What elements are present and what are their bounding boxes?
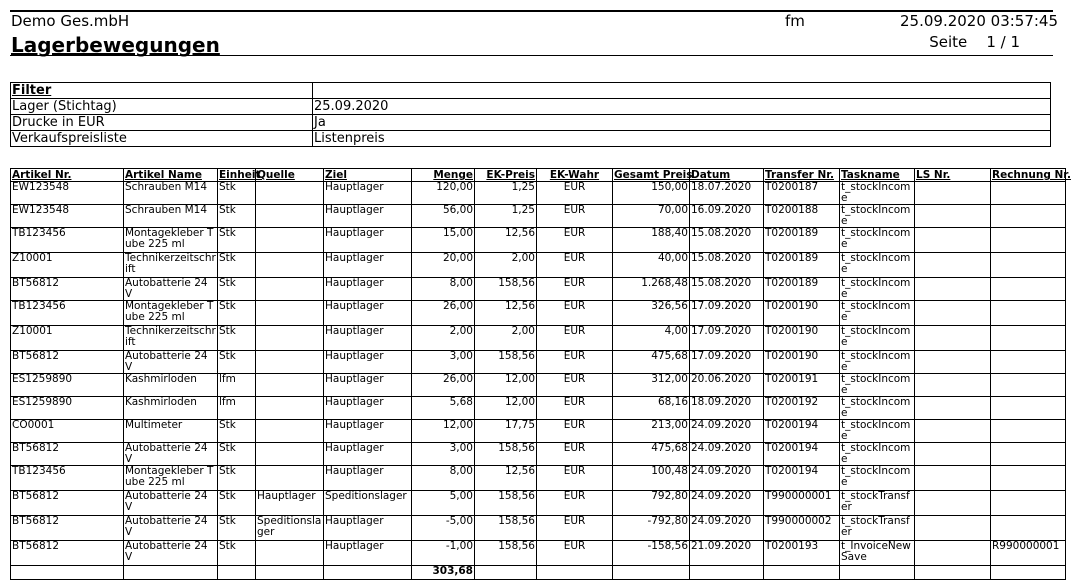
table-row xyxy=(11,420,1066,443)
col-ek-preis-header: EK-Preis xyxy=(475,169,537,182)
filter-heading-empty xyxy=(313,83,1051,99)
col-menge-cell: -1,00 xyxy=(412,541,475,566)
col-quelle-cell xyxy=(256,397,324,420)
page-indicator xyxy=(900,33,1020,51)
col-ek-preis-cell: 158,56 xyxy=(475,491,537,516)
total-empty-cell xyxy=(915,566,991,580)
col-einheit-cell: lfm xyxy=(218,397,256,420)
col-rechnung-nr-cell xyxy=(991,443,1066,466)
col-ls-nr-cell xyxy=(915,420,991,443)
col-gesamt-preis-cell: 68,16 xyxy=(613,397,690,420)
col-ek-waehr-cell: EUR xyxy=(537,301,613,326)
col-artikel-nr-cell: ES1259890 xyxy=(11,374,124,397)
col-ek-waehr-cell: EUR xyxy=(537,351,613,374)
filter-heading: Filter xyxy=(11,83,313,99)
col-taskname-cell: t_stockTransfer xyxy=(840,491,915,516)
col-gesamt-preis-cell: 475,68 xyxy=(613,351,690,374)
col-menge-cell: 3,00 xyxy=(412,351,475,374)
col-einheit-cell: Stk xyxy=(218,326,256,351)
col-artikel-name-cell: Schrauben M14 xyxy=(124,182,218,205)
col-ziel-cell: Hauptlager xyxy=(324,443,412,466)
col-ls-nr-cell xyxy=(915,351,991,374)
col-menge-cell: 26,00 xyxy=(412,374,475,397)
col-menge-cell: 120,00 xyxy=(412,182,475,205)
col-artikel-name-cell: Autobatterie 24 V xyxy=(124,278,218,301)
col-artikel-nr-cell: BT56812 xyxy=(11,351,124,374)
col-einheit-cell: Stk xyxy=(218,253,256,278)
col-artikel-name-cell: Schrauben M14 xyxy=(124,205,218,228)
col-ek-preis-cell: 158,56 xyxy=(475,516,537,541)
col-ls-nr-cell xyxy=(915,278,991,301)
col-ls-nr-cell xyxy=(915,466,991,491)
col-artikel-name-cell: Autobatterie 24 V xyxy=(124,443,218,466)
filter-label: Lager (Stichtag) xyxy=(11,99,313,115)
col-taskname-cell: t_stockIncome xyxy=(840,278,915,301)
total-empty-cell xyxy=(11,566,124,580)
col-transfer-nr-cell: T0200194 xyxy=(764,466,840,491)
filter-value: Ja xyxy=(313,115,1051,131)
col-menge-header: Menge xyxy=(412,169,475,182)
filter-value: Listenpreis xyxy=(313,131,1051,147)
col-quelle-cell xyxy=(256,541,324,566)
col-einheit-header: Einheit xyxy=(219,169,261,181)
col-ziel-cell: Hauptlager xyxy=(324,228,412,253)
col-quelle-cell xyxy=(256,374,324,397)
col-quelle-cell: Hauptlager xyxy=(256,491,324,516)
col-artikel-nr-cell: ES1259890 xyxy=(11,397,124,420)
col-artikel-name-cell: Kashmirloden xyxy=(124,397,218,420)
col-datum-cell: 21.09.2020 xyxy=(690,541,764,566)
report-title: Lagerbewegungen xyxy=(11,33,220,57)
col-gesamt-preis-cell: 475,68 xyxy=(613,443,690,466)
col-ek-waehr-cell: EUR xyxy=(537,374,613,397)
col-datum-cell: 17.09.2020 xyxy=(690,326,764,351)
col-rechnung-nr-cell xyxy=(991,205,1066,228)
col-ziel-cell: Hauptlager xyxy=(324,351,412,374)
page-value: 1 / 1 xyxy=(986,33,1020,51)
col-taskname-cell: t_stockIncome xyxy=(840,205,915,228)
col-rechnung-nr-cell xyxy=(991,228,1066,253)
col-ek-preis-cell: 12,56 xyxy=(475,301,537,326)
col-ek-preis-cell: 158,56 xyxy=(475,541,537,566)
total-empty-cell xyxy=(124,566,218,580)
col-taskname-cell: t_stockIncome xyxy=(840,301,915,326)
col-rechnung-nr-cell: R990000001 xyxy=(991,541,1066,566)
col-rechnung-nr-cell xyxy=(991,301,1066,326)
col-quelle-cell xyxy=(256,278,324,301)
table-row xyxy=(11,182,1066,205)
col-ek-preis-cell: 2,00 xyxy=(475,253,537,278)
col-rechnung-nr-cell xyxy=(991,182,1066,205)
col-taskname-cell: t_stockIncome xyxy=(840,374,915,397)
table-row xyxy=(11,205,1066,228)
col-ek-preis-cell: 1,25 xyxy=(475,182,537,205)
col-ek-waehr-cell: EUR xyxy=(537,420,613,443)
filter-heading-row xyxy=(11,83,1051,99)
col-gesamt-preis-cell: 40,00 xyxy=(613,253,690,278)
col-artikel-nr-cell: BT56812 xyxy=(11,491,124,516)
col-artikel-nr-header: Artikel Nr. xyxy=(11,169,124,182)
filter-row xyxy=(11,115,1051,131)
col-artikel-name-cell: Autobatterie 24 V xyxy=(124,351,218,374)
col-ek-waehr-cell: EUR xyxy=(537,541,613,566)
col-ek-preis-cell: 12,56 xyxy=(475,228,537,253)
col-einheit-cell: Stk xyxy=(218,301,256,326)
col-einheit-cell: Stk xyxy=(218,205,256,228)
col-einheit-cell: Stk xyxy=(218,420,256,443)
col-gesamt-preis-cell: 100,48 xyxy=(613,466,690,491)
col-einheit-cell: Stk xyxy=(218,351,256,374)
col-transfer-nr-cell: T0200190 xyxy=(764,326,840,351)
col-quelle-cell xyxy=(256,182,324,205)
table-row xyxy=(11,443,1066,466)
col-gesamt-preis-header: Gesamt Preis xyxy=(614,169,693,181)
total-empty-cell xyxy=(613,566,690,580)
col-artikel-name-cell: Autobatterie 24 V xyxy=(124,541,218,566)
col-ls-nr-cell xyxy=(915,541,991,566)
total-empty-cell xyxy=(764,566,840,580)
col-artikel-nr-cell: EW123548 xyxy=(11,182,124,205)
table-row xyxy=(11,541,1066,566)
col-gesamt-preis-cell: -158,56 xyxy=(613,541,690,566)
col-taskname-cell: t_stockTransfer xyxy=(840,516,915,541)
col-taskname-header: Taskname xyxy=(840,169,915,182)
col-datum-cell: 17.09.2020 xyxy=(690,351,764,374)
col-ls-nr-cell xyxy=(915,205,991,228)
col-transfer-nr-cell: T990000001 xyxy=(764,491,840,516)
col-menge-cell: 2,00 xyxy=(412,326,475,351)
col-artikel-nr-cell: EW123548 xyxy=(11,205,124,228)
col-menge-cell: 5,00 xyxy=(412,491,475,516)
col-ls-nr-cell xyxy=(915,374,991,397)
col-taskname-cell: t_InvoiceNewSave xyxy=(840,541,915,566)
col-menge-cell: 26,00 xyxy=(412,301,475,326)
col-ziel-cell: Hauptlager xyxy=(324,516,412,541)
col-ek-waehr-cell: EUR xyxy=(537,466,613,491)
col-gesamt-preis-cell: 4,00 xyxy=(613,326,690,351)
col-datum-cell: 18.07.2020 xyxy=(690,182,764,205)
col-quelle-cell xyxy=(256,253,324,278)
col-quelle-cell xyxy=(256,326,324,351)
col-gesamt-preis-cell: 326,56 xyxy=(613,301,690,326)
col-menge-cell: 5,68 xyxy=(412,397,475,420)
col-rechnung-nr-cell xyxy=(991,278,1066,301)
col-artikel-nr-cell: BT56812 xyxy=(11,541,124,566)
col-transfer-nr-cell: T0200187 xyxy=(764,182,840,205)
table-row xyxy=(11,278,1066,301)
col-ls-nr-cell xyxy=(915,228,991,253)
col-quelle-cell xyxy=(256,420,324,443)
filter-label: Verkaufspreisliste xyxy=(11,131,313,147)
col-menge-cell: 8,00 xyxy=(412,466,475,491)
col-ek-preis-cell: 12,00 xyxy=(475,397,537,420)
col-einheit-cell: Stk xyxy=(218,443,256,466)
col-quelle-cell xyxy=(256,443,324,466)
col-artikel-nr-cell: Z10001 xyxy=(11,326,124,351)
col-ls-nr-cell xyxy=(915,443,991,466)
table-row xyxy=(11,491,1066,516)
col-ek-preis-cell: 12,00 xyxy=(475,374,537,397)
col-menge-cell: 8,00 xyxy=(412,278,475,301)
col-artikel-name-cell: Montagekleber Tube 225 ml xyxy=(124,301,218,326)
page-label: Seite xyxy=(929,33,968,51)
col-datum-cell: 15.08.2020 xyxy=(690,253,764,278)
col-rechnung-nr-cell xyxy=(991,351,1066,374)
total-empty-cell xyxy=(991,566,1066,580)
table-row xyxy=(11,326,1066,351)
col-ziel-cell: Speditionslager xyxy=(324,491,412,516)
col-rechnung-nr-cell xyxy=(991,374,1066,397)
col-transfer-nr-cell: T0200189 xyxy=(764,278,840,301)
header-bottom-rule xyxy=(10,55,1053,56)
total-menge: 303,68 xyxy=(412,566,475,580)
total-empty-cell xyxy=(256,566,324,580)
col-ls-nr-header: LS Nr. xyxy=(915,169,991,182)
col-ek-preis-cell: 17,75 xyxy=(475,420,537,443)
total-empty-cell xyxy=(840,566,915,580)
col-artikel-name-cell: Montagekleber Tube 225 ml xyxy=(124,228,218,253)
col-datum-cell: 16.09.2020 xyxy=(690,205,764,228)
col-quelle-cell xyxy=(256,228,324,253)
col-ek-preis-cell: 2,00 xyxy=(475,326,537,351)
col-datum-cell: 24.09.2020 xyxy=(690,491,764,516)
col-rechnung-nr-cell xyxy=(991,253,1066,278)
col-taskname-cell: t_stockIncome xyxy=(840,326,915,351)
col-ls-nr-cell xyxy=(915,182,991,205)
table-row xyxy=(11,351,1066,374)
col-menge-cell: 3,00 xyxy=(412,443,475,466)
col-datum-cell: 24.09.2020 xyxy=(690,420,764,443)
col-ek-waehr-cell: EUR xyxy=(537,491,613,516)
col-artikel-nr-cell: BT56812 xyxy=(11,278,124,301)
col-ek-preis-cell: 12,56 xyxy=(475,466,537,491)
total-empty-cell xyxy=(537,566,613,580)
col-ziel-cell: Hauptlager xyxy=(324,205,412,228)
filter-row xyxy=(11,131,1051,147)
col-ek-waehr-cell: EUR xyxy=(537,228,613,253)
col-transfer-nr-cell: T0200189 xyxy=(764,228,840,253)
col-ek-waehr-cell: EUR xyxy=(537,253,613,278)
col-einheit-cell: Stk xyxy=(218,491,256,516)
col-ziel-header: Ziel xyxy=(324,169,412,182)
col-ek-waehr-cell: EUR xyxy=(537,205,613,228)
col-rechnung-nr-cell xyxy=(991,466,1066,491)
col-transfer-nr-cell: T0200193 xyxy=(764,541,840,566)
col-ek-preis-cell: 158,56 xyxy=(475,443,537,466)
col-ek-waehr-cell: EUR xyxy=(537,397,613,420)
col-artikel-name-cell: Multimeter xyxy=(124,420,218,443)
col-transfer-nr-cell: T0200194 xyxy=(764,443,840,466)
col-ziel-cell: Hauptlager xyxy=(324,541,412,566)
col-gesamt-preis-cell: -792,80 xyxy=(613,516,690,541)
col-artikel-nr-cell: BT56812 xyxy=(11,516,124,541)
col-einheit-cell: Stk xyxy=(218,228,256,253)
col-einheit-cell: Stk xyxy=(218,466,256,491)
table-header-row xyxy=(11,169,1066,182)
col-transfer-nr-cell: T0200194 xyxy=(764,420,840,443)
col-ziel-cell: Hauptlager xyxy=(324,397,412,420)
header-top-rule xyxy=(10,10,1053,12)
col-artikel-name-cell: Technikerzeitschrift xyxy=(124,253,218,278)
total-empty-cell xyxy=(218,566,256,580)
col-datum-cell: 17.09.2020 xyxy=(690,301,764,326)
col-transfer-nr-header: Transfer Nr. xyxy=(764,169,840,182)
col-artikel-name-cell: Montagekleber Tube 225 ml xyxy=(124,466,218,491)
col-ziel-cell: Hauptlager xyxy=(324,466,412,491)
col-einheit-cell: Stk xyxy=(218,278,256,301)
col-rechnung-nr-cell xyxy=(991,326,1066,351)
col-taskname-cell: t_stockIncome xyxy=(840,228,915,253)
col-menge-cell: 12,00 xyxy=(412,420,475,443)
col-quelle-cell xyxy=(256,205,324,228)
col-menge-cell: 15,00 xyxy=(412,228,475,253)
col-datum-cell: 15.08.2020 xyxy=(690,228,764,253)
col-datum-cell: 24.09.2020 xyxy=(690,516,764,541)
col-datum-cell: 18.09.2020 xyxy=(690,397,764,420)
col-taskname-cell: t_stockIncome xyxy=(840,420,915,443)
table-row xyxy=(11,374,1066,397)
company-name: Demo Ges.mbH xyxy=(11,12,130,30)
col-gesamt-preis-cell: 213,00 xyxy=(613,420,690,443)
col-ziel-cell: Hauptlager xyxy=(324,420,412,443)
col-ek-waehr-cell: EUR xyxy=(537,443,613,466)
col-ek-preis-cell: 1,25 xyxy=(475,205,537,228)
col-ek-waehr-cell: EUR xyxy=(537,278,613,301)
col-menge-cell: 20,00 xyxy=(412,253,475,278)
col-einheit-cell: Stk xyxy=(218,182,256,205)
movements-table xyxy=(10,168,1071,580)
col-rechnung-nr-cell xyxy=(991,397,1066,420)
col-transfer-nr-cell: T0200189 xyxy=(764,253,840,278)
col-ls-nr-cell xyxy=(915,397,991,420)
col-einheit-cell: Stk xyxy=(218,516,256,541)
col-ziel-cell: Hauptlager xyxy=(324,374,412,397)
col-datum-cell: 24.09.2020 xyxy=(690,466,764,491)
total-row xyxy=(11,566,1066,580)
col-ziel-cell: Hauptlager xyxy=(324,182,412,205)
col-ek-waehr-cell: EUR xyxy=(537,516,613,541)
col-rechnung-nr-cell xyxy=(991,420,1066,443)
col-artikel-name-cell: Technikerzeitschrift xyxy=(124,326,218,351)
col-ziel-cell: Hauptlager xyxy=(324,278,412,301)
col-gesamt-preis-cell: 1.268,48 xyxy=(613,278,690,301)
col-artikel-nr-cell: CO0001 xyxy=(11,420,124,443)
total-empty-cell xyxy=(690,566,764,580)
col-gesamt-preis-cell: 792,80 xyxy=(613,491,690,516)
col-ek-waehr-header: EK-Wahr xyxy=(537,169,613,182)
table-row xyxy=(11,228,1066,253)
col-einheit-cell: Stk xyxy=(218,541,256,566)
col-ek-waehr-cell: EUR xyxy=(537,326,613,351)
col-einheit-cell: lfm xyxy=(218,374,256,397)
total-empty-cell xyxy=(475,566,537,580)
col-rechnung-nr-cell xyxy=(991,491,1066,516)
table-row xyxy=(11,253,1066,278)
col-rechnung-nr-cell xyxy=(991,516,1066,541)
col-gesamt-preis-cell: 150,00 xyxy=(613,182,690,205)
filter-row xyxy=(11,99,1051,115)
col-ziel-cell: Hauptlager xyxy=(324,301,412,326)
col-gesamt-preis-cell: 188,40 xyxy=(613,228,690,253)
col-datum-cell: 15.08.2020 xyxy=(690,278,764,301)
filter-table xyxy=(10,82,1051,147)
col-quelle-cell xyxy=(256,466,324,491)
col-taskname-cell: t_stockIncome xyxy=(840,443,915,466)
col-artikel-name-cell: Kashmirloden xyxy=(124,374,218,397)
col-menge-cell: -5,00 xyxy=(412,516,475,541)
col-rechnung-nr-header: Rechnung Nr. xyxy=(992,169,1071,181)
col-taskname-cell: t_stockIncome xyxy=(840,253,915,278)
table-row xyxy=(11,466,1066,491)
col-datum-cell: 20.06.2020 xyxy=(690,374,764,397)
col-quelle-header: Quelle xyxy=(256,169,324,182)
col-ek-preis-cell: 158,56 xyxy=(475,278,537,301)
col-menge-cell: 56,00 xyxy=(412,205,475,228)
col-gesamt-preis-cell: 312,00 xyxy=(613,374,690,397)
col-artikel-name-header: Artikel Name xyxy=(124,169,218,182)
col-transfer-nr-cell: T0200190 xyxy=(764,301,840,326)
col-quelle-cell xyxy=(256,351,324,374)
col-artikel-name-cell: Autobatterie 24 V xyxy=(124,516,218,541)
col-ek-preis-cell: 158,56 xyxy=(475,351,537,374)
col-ziel-cell: Hauptlager xyxy=(324,253,412,278)
col-ziel-cell: Hauptlager xyxy=(324,326,412,351)
col-artikel-name-cell: Autobatterie 24 V xyxy=(124,491,218,516)
col-artikel-nr-cell: Z10001 xyxy=(11,253,124,278)
col-artikel-nr-cell: TB123456 xyxy=(11,301,124,326)
col-taskname-cell: t_stockIncome xyxy=(840,351,915,374)
col-ls-nr-cell xyxy=(915,491,991,516)
col-ek-waehr-cell: EUR xyxy=(537,182,613,205)
table-row xyxy=(11,397,1066,420)
col-taskname-cell: t_stockIncome xyxy=(840,466,915,491)
col-ls-nr-cell xyxy=(915,516,991,541)
col-transfer-nr-cell: T0200191 xyxy=(764,374,840,397)
col-artikel-nr-cell: TB123456 xyxy=(11,228,124,253)
col-gesamt-preis-cell: 70,00 xyxy=(613,205,690,228)
table-row xyxy=(11,301,1066,326)
col-datum-cell: 24.09.2020 xyxy=(690,443,764,466)
col-ls-nr-cell xyxy=(915,301,991,326)
col-transfer-nr-cell: T0200188 xyxy=(764,205,840,228)
col-quelle-cell xyxy=(256,301,324,326)
filter-value: 25.09.2020 xyxy=(313,99,1051,115)
col-taskname-cell: t_stockIncome xyxy=(840,397,915,420)
col-artikel-nr-cell: BT56812 xyxy=(11,443,124,466)
col-datum-header: Datum xyxy=(690,169,764,182)
table-row xyxy=(11,516,1066,541)
col-artikel-nr-cell: TB123456 xyxy=(11,466,124,491)
total-empty-cell xyxy=(324,566,412,580)
col-transfer-nr-cell: T0200192 xyxy=(764,397,840,420)
col-transfer-nr-cell: T990000002 xyxy=(764,516,840,541)
filter-label: Drucke in EUR xyxy=(11,115,313,131)
col-taskname-cell: t_stockIncome xyxy=(840,182,915,205)
print-datetime: 25.09.2020 03:57:45 xyxy=(900,12,1059,30)
col-ls-nr-cell xyxy=(915,253,991,278)
user-initials: fm xyxy=(785,12,805,30)
col-quelle-cell: Speditionslager xyxy=(256,516,324,541)
col-ls-nr-cell xyxy=(915,326,991,351)
col-transfer-nr-cell: T0200190 xyxy=(764,351,840,374)
